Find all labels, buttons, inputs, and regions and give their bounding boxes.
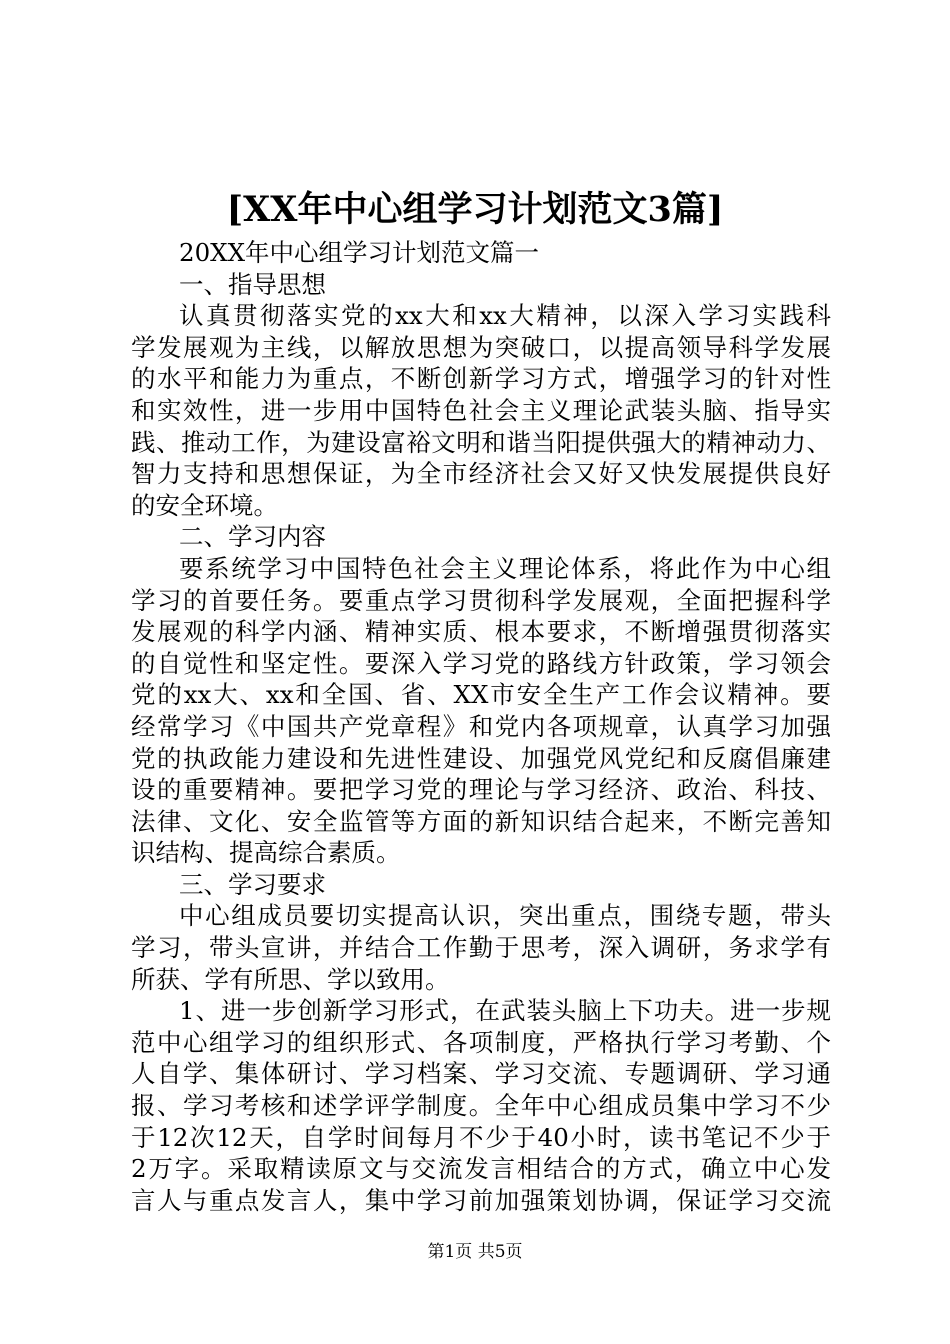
text-line: 三、学习要求 [179, 869, 326, 899]
text-line: 设的重要精神。要把学习党的理论与学习经济、政治、科技、 [131, 775, 831, 805]
text-line: 学发展观为主线，以解放思想为突破口，以提高领导科学发展 [131, 332, 831, 362]
text-line: 发展观的科学内涵、精神实质、根本要求，不断增强贯彻落实 [131, 617, 831, 647]
text-line: 范中心组学习的组织形式、各项制度，严格执行学习考勤、个 [131, 1027, 831, 1057]
text-line: 20XX年中心组学习计划范文篇一 [179, 238, 540, 267]
document-title: [XX年中心组学习计划范文3篇] [226, 189, 724, 230]
text-line: 于12次12天，自学时间每月不少于40小时，读书笔记不少于 [131, 1122, 831, 1152]
text-line: 人自学、集体研讨、学习档案、学习交流、专题调研、学习通 [131, 1059, 831, 1089]
text-line: 党的执政能力建设和先进性建设、加强党风党纪和反腐倡廉建 [131, 743, 831, 773]
text-line: 识结构、提高综合素质。 [131, 838, 401, 868]
text-line: 践、推动工作，为建设富裕文明和谐当阳提供强大的精神动力、 [131, 427, 831, 457]
text-line: 学习的首要任务。要重点学习贯彻科学发展观，全面把握科学 [131, 585, 831, 615]
text-line: 中心组成员要切实提高认识，突出重点，围绕专题，带头 [179, 901, 831, 931]
text-line: 智力支持和思想保证，为全市经济社会又好又快发展提供良好 [131, 459, 831, 489]
text-line: 言人与重点发言人，集中学习前加强策划协调，保证学习交流 [131, 1185, 831, 1215]
page-footer: 第1页 共5页 [427, 1242, 523, 1262]
text-line: 法律、文化、安全监管等方面的新知识结合起来，不断完善知 [131, 806, 831, 836]
text-line: 的水平和能力为重点，不断创新学习方式，增强学习的针对性 [131, 364, 831, 394]
text-line: 和实效性，进一步用中国特色社会主义理论武装头脑、指导实 [131, 395, 831, 425]
text-line: 一、指导思想 [179, 269, 326, 299]
text-line: 学习，带头宣讲，并结合工作勤于思考，深入调研，务求学有 [131, 933, 831, 963]
text-line: 的安全环境。 [131, 490, 278, 520]
text-line: 所获、学有所思、学以致用。 [131, 964, 450, 994]
text-line: 认真贯彻落实党的xx大和xx大精神，以深入学习实践科 [179, 301, 831, 331]
text-line: 1、进一步创新学习形式，在武装头脑上下功夫。进一步规 [179, 996, 831, 1026]
text-line: 二、学习内容 [179, 522, 326, 552]
text-line: 报、学习考核和述学评学制度。全年中心组成员集中学习不少 [131, 1091, 831, 1121]
text-line: 经常学习《中国共产党章程》和党内各项规章，认真学习加强 [131, 711, 831, 741]
text-line: 2万字。采取精读原文与交流发言相结合的方式，确立中心发 [131, 1154, 831, 1184]
document-body [131, 237, 831, 1216]
text-line: 的自觉性和坚定性。要深入学习党的路线方针政策，学习领会 [131, 648, 831, 678]
text-line: 党的xx大、xx和全国、省、XX市安全生产工作会议精神。要 [131, 680, 831, 710]
text-line: 要系统学习中国特色社会主义理论体系，将此作为中心组 [179, 553, 831, 583]
